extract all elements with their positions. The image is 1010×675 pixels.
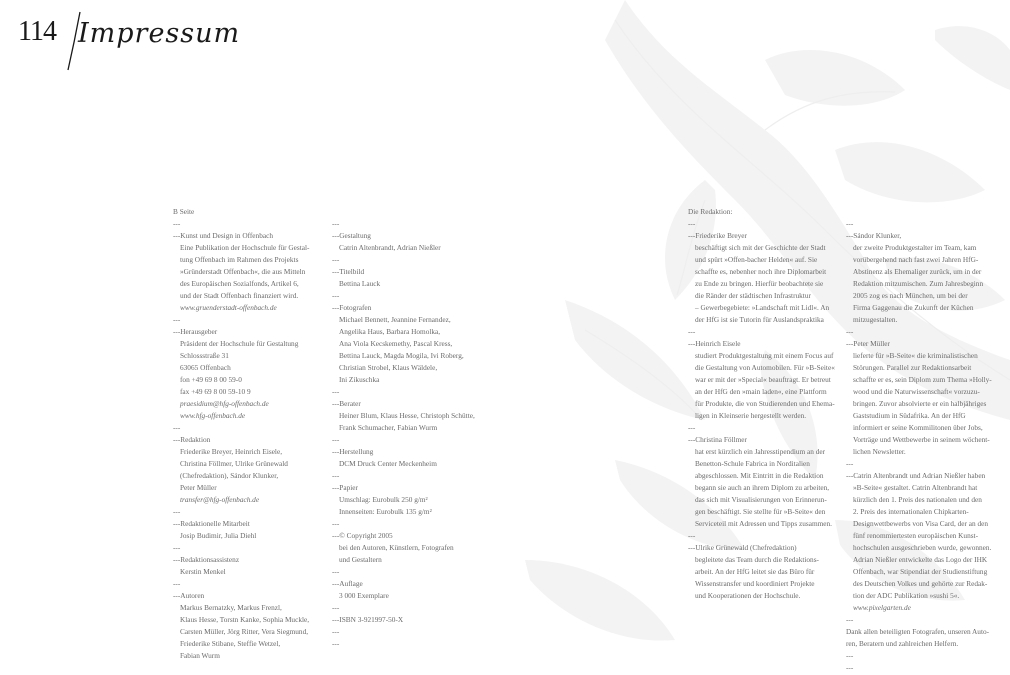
text-line: schaffte er es, sein Diplom zum Thema »Holly-	[853, 375, 992, 384]
column-1	[173, 206, 333, 662]
page-number: 114	[18, 16, 56, 47]
text-line: Markus Bernatzky, Markus Frenzl,	[180, 603, 282, 612]
text-line: Adrian Nießler entwickelte das Logo der IHK	[853, 555, 988, 564]
text-line: Schlossstraße 31	[180, 351, 229, 360]
text-line: Klaus Hesse, Torstn Kanke, Sophia Muckle,	[180, 615, 310, 624]
text-line: ---Sándor Klunker,	[846, 231, 902, 240]
text-line: ---	[332, 603, 340, 612]
column-2	[332, 218, 492, 650]
text-line: ---Catrin Altenbrandt und Adrian Nießler haben	[846, 471, 986, 480]
text-line: ---Heinrich Eisele	[688, 339, 741, 348]
text-line: ---Herstellung	[332, 447, 374, 456]
text-line: Friederike Stibane, Steffie Wetzel,	[180, 639, 281, 648]
text-line: Offenbach, war Stipendiat der Studienstiftung	[853, 567, 988, 576]
text-line: ---ISBN 3-921997-50-X	[332, 615, 404, 624]
text-line: Präsident der Hochschule für Gestaltung	[180, 339, 299, 348]
text-line: hochschulen ausgeschrieben wurde, gewonnen.	[853, 543, 992, 552]
text-line: Störungen. Parallel zur Redaktionsarbeit	[853, 363, 972, 372]
text-line: ---	[332, 627, 340, 636]
text-line: ---Peter Müller	[846, 339, 890, 348]
text-line: – Gewerbegebiete: »Landschaft mit Lidl«. An	[695, 303, 830, 312]
text-line: die Gestaltung von Automobilen. Für »B-Seite«	[695, 363, 835, 372]
text-line: Die Redaktion:	[688, 207, 733, 216]
text-line: bringen. Zuvor absolvierte er ein halbjähriges	[853, 399, 987, 408]
text-line: 2005 zog es nach München, um bei der	[853, 291, 968, 300]
text-line: ---Titelbild	[332, 267, 365, 276]
text-line: ---	[332, 567, 340, 576]
text-line: ---	[173, 315, 181, 324]
text-line: ---Friederike Breyer	[688, 231, 747, 240]
text-line: ---Redaktionsassistenz	[173, 555, 240, 564]
text-line: Vorträge und Wettbewerbe in seinem wöchent-	[853, 435, 990, 444]
text-line: B Seite	[173, 207, 195, 216]
text-line: Peter Müller	[180, 483, 217, 492]
text-line: Wissenstransfer und koordiniert Projekte	[695, 579, 815, 588]
text-line: Kerstin Menkel	[180, 567, 226, 576]
text-line: und Gestaltern	[339, 555, 382, 564]
text-line: zu Ende zu bringen. Hierfür beobachtete sie	[695, 279, 824, 288]
text-line: Dank allen beteiligten Fotografen, unseren Auto-	[846, 627, 990, 636]
text-line: ---Ulrike Grünewald (Chefredaktion)	[688, 543, 797, 552]
text-line: Friederike Breyer, Heinrich Eisele,	[180, 447, 283, 456]
text-line: ---Berater	[332, 399, 361, 408]
text-line: Umschlag: Eurobulk 250 g/m²	[339, 495, 428, 504]
text-line: Christian Strobel, Klaus Wäldele,	[339, 363, 438, 372]
text-line: Bettina Lauck	[339, 279, 381, 288]
text-line: Heiner Blum, Klaus Hesse, Christoph Schütte,	[339, 411, 475, 420]
text-line: schaffte es, nebenher noch ihre Diplomarbeit	[695, 267, 827, 276]
text-line: lichen Newsletter.	[853, 447, 906, 456]
text-line: ---	[688, 423, 696, 432]
text-line: 3 000 Exemplare	[339, 591, 389, 600]
text-line: Serviceteil mit Adressen und Tipps zusammen.	[695, 519, 833, 528]
column-4	[846, 218, 1006, 674]
text-line: ---	[332, 435, 340, 444]
text-line: fünf renommiertesten europäischen Kunst-	[853, 531, 979, 540]
text-line: Michael Bennett, Jeannine Fernandez,	[339, 315, 451, 324]
text-line: ---	[688, 531, 696, 540]
text-line: ---	[332, 291, 340, 300]
column-3	[688, 206, 848, 602]
text-line: »Gründerstadt Offenbach«, die aus Mitteln	[180, 267, 306, 276]
text-line: ---	[846, 219, 854, 228]
text-line: fax +49 69 8 00 59-10 9	[180, 387, 251, 396]
text-line: lieferte für »B-Seite« die kriminalistischen	[853, 351, 978, 360]
text-line: ---	[332, 639, 340, 648]
text-line: Bettina Lauck, Magda Mogila, Ivi Roberg,	[339, 351, 464, 360]
text-line: Christina Föllmer, Ulrike Grünewald	[180, 459, 288, 468]
page-title: Impressum	[78, 18, 241, 49]
text-line: Innenseiten: Eurobulk 135 g/m²	[339, 507, 432, 516]
text-line: ---	[332, 519, 340, 528]
text-line: ---	[846, 651, 854, 660]
text-line: gen beschäftigt. Sie stellte für »B-Seite« den	[695, 507, 826, 516]
text-line: Gaststudium in Südafrika. An der HfG	[853, 411, 966, 420]
text-line: der zweite Produktgestalter im Team, kam	[853, 243, 977, 252]
text-line: beschäftigt sich mit der Geschichte der Stadt	[695, 243, 826, 252]
text-line[interactable]: www.pixelgarten.de	[853, 603, 911, 612]
text-line: vorübergehend nach fast zwei Jahren HfG-	[853, 255, 979, 264]
text-line: Firma Gaggenau die Zukunft der Küchen	[853, 303, 974, 312]
text-line: ---	[332, 471, 340, 480]
text-line: Ini Zikuschka	[339, 375, 380, 384]
text-line: Abstinenz als Ehemaliger zurück, um in der	[853, 267, 982, 276]
text-line: 2. Preis des internationalen Chipkarten-	[853, 507, 969, 516]
text-line: das sich mit Visualisierungen von Erinnerun-	[695, 495, 827, 504]
text-line: ren, Beratern und zahlreichen Helfern.	[846, 639, 959, 648]
text-line: ligen in Kleinserie hergestellt werden.	[695, 411, 807, 420]
text-line: Eine Publikation der Hochschule für Gestal-	[180, 243, 310, 252]
text-line: wood und die Naturwissenschaft« vorzuzu-	[853, 387, 980, 396]
text-line: ---	[846, 327, 854, 336]
text-line: (Chefredaktion), Sándor Klunker,	[180, 471, 279, 480]
text-line: Josip Budimir, Julia Diehl	[180, 531, 257, 540]
text-line[interactable]: www.hfg-offenbach.de	[180, 411, 246, 420]
text-line: »B-Seite« gestaltet. Catrin Altenbrandt hat	[853, 483, 978, 492]
text-line: studiert Produktgestaltung mit einem Focus auf	[695, 351, 834, 360]
text-line: ---	[173, 423, 181, 432]
text-line: und spürt »Offen-bacher Helden« auf. Sie	[695, 255, 818, 264]
text-line: ---Autoren	[173, 591, 205, 600]
text-line: ---	[332, 387, 340, 396]
text-line: DCM Druck Center Meckenheim	[339, 459, 437, 468]
text-line: des Deutschen Volkes und gehörte zur Redak-	[853, 579, 988, 588]
text-line: und Kooperationen der Hochschule.	[695, 591, 801, 600]
text-line: bei den Autoren, Künstlern, Fotografen	[339, 543, 454, 552]
text-line: Frank Schumacher, Fabian Wurm	[339, 423, 438, 432]
text-line: ---	[173, 579, 181, 588]
text-line: Fabian Wurm	[180, 651, 220, 660]
text-line: für Produkte, die von Studierenden und Ehema-	[695, 399, 835, 408]
text-line[interactable]: www.gruenderstadt-offenbach.de	[180, 303, 277, 312]
text-line: und der Stadt Offenbach finanziert wird.	[180, 291, 299, 300]
text-line: kürzlich den 1. Preis des nationalen und den	[853, 495, 982, 504]
text-line: abgeschlossen. Mit Eintritt in die Redaktion	[695, 471, 824, 480]
text-line: ---Christina Föllmer	[688, 435, 747, 444]
text-line: Angelika Haus, Barbara Homolka,	[339, 327, 441, 336]
text-line: ---	[688, 219, 696, 228]
text-line[interactable]: praesidium@hfg-offenbach.de	[180, 399, 269, 408]
text-line: begleitete das Team durch die Redaktions-	[695, 555, 819, 564]
text-line: mitzugestalten.	[853, 315, 898, 324]
text-line: ---Herausgeber	[173, 327, 218, 336]
text-line: der HfG ist sie Tutorin für Auslandspraktika	[695, 315, 824, 324]
text-line: tung Offenbach im Rahmen des Projekts	[180, 255, 299, 264]
text-line: fon +49 69 8 00 59-0	[180, 375, 242, 384]
text-line[interactable]: transfer@hfg-offenbach.de	[180, 495, 260, 504]
text-line: ---	[173, 543, 181, 552]
text-line: Redaktion mitzumischen. Zum Jahresbeginn	[853, 279, 984, 288]
text-line: ---	[846, 459, 854, 468]
text-line: Designwettbewerbs von Visa Card, der an den	[853, 519, 988, 528]
text-line: 63065 Offenbach	[180, 363, 231, 372]
text-line: arbeit. An der HfG leitet sie das Büro für	[695, 567, 815, 576]
text-line: ---Gestaltung	[332, 231, 371, 240]
text-line: ---Kunst und Design in Offenbach	[173, 231, 273, 240]
text-line: des Europäischen Sozialfonds, Artikel 6,	[180, 279, 299, 288]
text-line: Carsten Müller, Jörg Ritter, Vera Siegmund,	[180, 627, 309, 636]
text-line: an der HfG den »main laden«, eine Plattform	[695, 387, 827, 396]
text-line: Benetton-Schule Fabrica in Norditalien	[695, 459, 810, 468]
text-line: ---Redaktion	[173, 435, 211, 444]
text-line: ---Redaktionelle Mitarbeit	[173, 519, 250, 528]
text-line: ---	[846, 615, 854, 624]
text-line: ---	[173, 219, 181, 228]
text-line: tion der ADC Publikation »sushi 5«.	[853, 591, 960, 600]
text-line: ---	[688, 327, 696, 336]
text-line: Catrin Altenbrandt, Adrian Nießler	[339, 243, 441, 252]
text-line: ---	[846, 663, 854, 672]
text-line: informiert er seine Kommilitonen über Jobs,	[853, 423, 983, 432]
text-line: die Ränder der städtischen Infrastruktur	[695, 291, 811, 300]
text-line: ---Papier	[332, 483, 358, 492]
text-line: ---	[332, 219, 340, 228]
text-line: ---	[173, 507, 181, 516]
text-line: ---Fotografen	[332, 303, 372, 312]
text-line: war er mit der »Special« beauftragt. Er betreut	[695, 375, 831, 384]
text-line: ---Auflage	[332, 579, 363, 588]
text-line: ---© Copyright 2005	[332, 531, 393, 540]
text-line: Ana Viola Kecskemethy, Pascal Kress,	[339, 339, 453, 348]
text-line: ---	[332, 255, 340, 264]
text-line: begann sie auch an ihrem Diplom zu arbeiten,	[695, 483, 830, 492]
text-line: hat erst kürzlich ein Jahresstipendium an der	[695, 447, 826, 456]
